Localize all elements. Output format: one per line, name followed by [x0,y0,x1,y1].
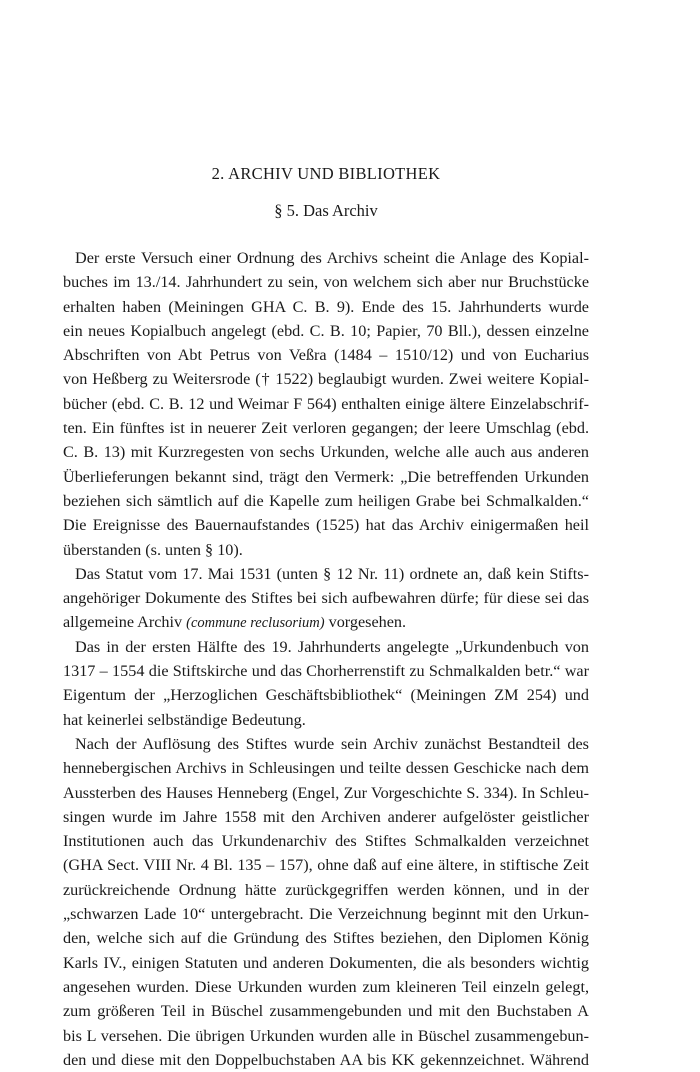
text-line [63,295,589,319]
text-line [63,732,589,756]
text-segment: Das Statut vom 17. Mai 1531 (unten § 12 Nr. 11) ordnete an, daß kein Stifts- [75,564,589,583]
text-line [63,999,589,1023]
text-segment: ten. Ein fünftes ist in neuerer Zeit verloren gegangen; der leere Umschlag (ebd. [63,419,589,438]
text-line [63,805,589,829]
body-text [63,246,589,1072]
text-line [63,829,589,853]
italic-term: (commune reclusorium) [186,615,325,632]
text-segment: singen wurde im Jahre 1558 mit den Archiven anderer aufgelöster geistlicher [63,807,589,826]
text-line [63,538,589,562]
text-segment: den und diese mit den Doppelbuchstaben AA bis KK gekennzeichnet. Während [63,1050,589,1069]
text-line [63,781,589,805]
text-segment: Das in der ersten Hälfte des 19. Jahrhunderts angelegte „Urkundenbuch von [75,637,589,656]
text-line [63,319,589,343]
text-segment: den, welche sich auf die Gründung des Stiftes beziehen, den Diplomen König [63,929,589,948]
chapter-title: 2. ARCHIV UND BIBLIOTHEK [211,164,441,183]
text-line [63,659,589,683]
text-line [63,513,589,537]
text-line [63,392,589,416]
text-line [63,683,589,707]
text-line [63,270,589,294]
text-segment: bis L versehen. Die übrigen Urkunden wurden alle in Büschel zusammengebun- [63,1026,589,1045]
text-segment: beziehen sich sämtlich auf die Kapelle zum heiligen Grabe bei Schmalkalden.“ [63,491,589,510]
text-line [63,708,589,732]
text-line [63,951,589,975]
text-line [63,440,589,464]
text-line [63,926,589,950]
text-line [63,586,589,610]
text-segment: Eigentum der „Herzoglichen Geschäftsbibliothek“ (Meiningen ZM 254) und [63,686,589,705]
text-segment: Nach der Auflösung des Stiftes wurde sein Archiv zunächst Bestandteil des [75,734,589,753]
text-line [63,902,589,926]
text-segment: C. B. 13) mit Kurzregesten von sechs Urkunden, welche alle auch aus anderen [63,443,589,462]
text-line [63,343,589,367]
text-segment: vorgesehen. [324,613,407,632]
text-segment: erhalten haben (Meiningen GHA C. B. 9). Ende des 15. Jahrhunderts wurde [63,297,589,316]
text-line [63,878,589,902]
text-line [63,635,589,659]
text-line [63,975,589,999]
text-segment: Der erste Versuch einer Ordnung des Archivs scheint die Anlage des Kopial- [75,249,589,267]
text-segment: zum größeren Teil in Büschel zusammengebunden und mit den Buchstaben A [63,1002,589,1021]
text-line [63,367,589,391]
text-line [63,756,589,780]
text-segment: Institutionen auch das Urkundenarchiv des Stiftes Schmalkalden verzeichnet [63,832,589,851]
text-line [63,489,589,513]
text-segment: „schwarzen Lade 10“ untergebracht. Die Verzeichnung beginnt mit den Urkun- [63,905,589,924]
section-title: § 5. Das Archiv [274,201,378,220]
text-segment: Überlieferungen bekannt sind, trägt den Vermerk: „Die betreffenden Urkunden [63,467,589,486]
text-segment: angesehen wurden. Diese Urkunden wurden zum kleineren Teil einzeln gelegt, [63,977,589,996]
text-segment: Aussterben des Hauses Henneberg (Engel, Zur Vorgeschichte S. 334). In Schleu- [63,783,589,802]
text-segment: angehöriger Dokumente des Stiftes bei sich aufbewahren dürfe; für diese sei das [63,589,589,608]
text-segment: ein neues Kopialbuch angelegt (ebd. C. B. 10; Papier, 70 Bll.), dessen einzelne [63,321,589,340]
text-segment: bücher (ebd. C. B. 12 und Weimar F 564) enthalten einige ältere Einzelabschrif- [63,394,589,413]
text-line [63,610,589,634]
text-segment: allgemeine Archiv [63,613,187,632]
text-segment: (GHA Sect. VIII Nr. 4 Bl. 135 – 157), ohne daß auf eine ältere, in stiftische Zeit [63,856,589,875]
text-line [63,416,589,440]
text-segment: von Heßberg zu Weitersrode († 1522) beglaubigt wurden. Zwei weitere Kopial- [63,370,589,389]
text-segment: überstanden (s. unten § 10). [63,540,243,559]
text-segment: buches im 13./14. Jahrhundert zu sein, von welchem sich aber nur Bruchstücke [63,273,589,292]
text-line [63,1048,589,1072]
text-segment: hennebergischen Archivs in Schleusingen und teilte dessen Geschicke nach dem [63,759,589,778]
text-line [63,853,589,877]
text-segment: 1317 – 1554 die Stiftskirche und das Chorherrenstift zu Schmalkalden betr.“ war [63,662,589,681]
document-page [63,0,589,1069]
text-segment: zurückreichende Ordnung hätte zurückgegriffen werden können, und in der [63,880,589,899]
text-line [63,1024,589,1048]
text-segment: Abschriften von Abt Petrus von Veßra (1484 – 1510/12) und von Eucharius [63,346,589,365]
text-line [63,465,589,489]
text-segment: Die Ereignisse des Bauernaufstandes (1525) hat das Archiv einigermaßen heil [63,516,589,535]
text-segment: Karls IV., einigen Statuten und anderen Dokumenten, die als besonders wichtig [63,953,589,972]
text-segment: hat keinerlei selbständige Bedeutung. [63,710,306,729]
text-line [63,562,589,586]
text-line [63,246,589,270]
